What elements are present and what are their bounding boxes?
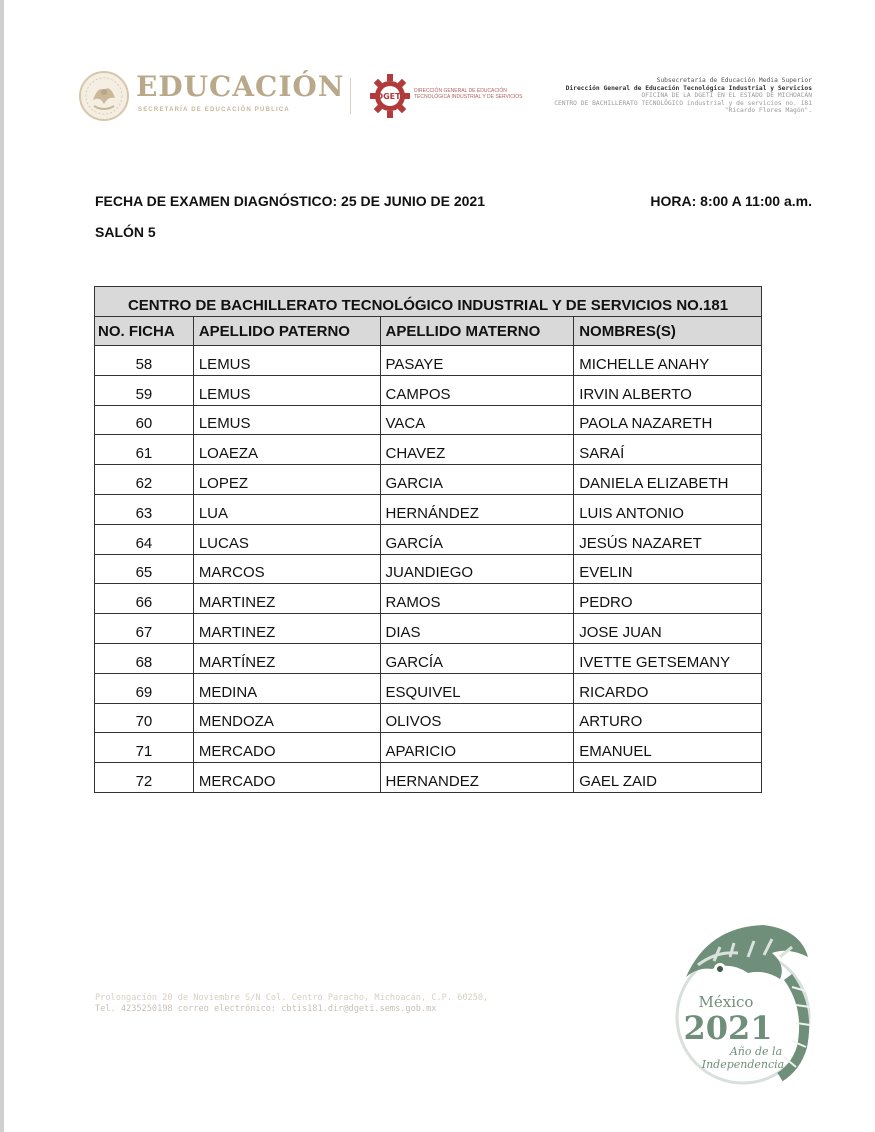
- cell-nombres: IRVIN ALBERTO: [574, 375, 762, 405]
- cell-apellido-paterno: MARTINEZ: [193, 584, 380, 614]
- header-office-info: [554, 77, 812, 115]
- header-line-5: "Ricardo Flores Magón".: [724, 107, 812, 114]
- table-row: [95, 465, 762, 495]
- cell-apellido-materno: ESQUIVEL: [380, 673, 574, 703]
- column-header-row: [95, 317, 762, 346]
- table-row: [95, 614, 762, 644]
- cell-apellido-materno: OLIVOS: [380, 703, 574, 733]
- cell-nombres: ARTURO: [574, 703, 762, 733]
- cell-apellido-paterno: MENDOZA: [193, 703, 380, 733]
- emblem-year: 2021: [683, 1009, 773, 1047]
- table-row: [95, 554, 762, 584]
- school-header-row: [95, 287, 762, 317]
- table-row: [95, 346, 762, 376]
- cell-nombres: LUIS ANTONIO: [574, 494, 762, 524]
- emblem-caption-1: Año de la: [729, 1045, 783, 1058]
- column-header-ficha: NO. FICHA: [95, 317, 194, 346]
- table-row: [95, 435, 762, 465]
- cell-apellido-paterno: LUA: [193, 494, 380, 524]
- cell-nombres: EMANUEL: [574, 733, 762, 763]
- table-row: [95, 584, 762, 614]
- dgeti-text-line1: DIRECCIÓN GENERAL DE EDUCACIÓN: [414, 88, 507, 94]
- header-divider: [350, 78, 351, 114]
- header-line-3: OFICINA DE LA DGETI EN EL ESTADO DE MICHOACÁN: [641, 92, 812, 99]
- cell-apellido-paterno: MERCADO: [193, 733, 380, 763]
- cell-nombres: PAOLA NAZARETH: [574, 405, 762, 435]
- table-row: [95, 494, 762, 524]
- cell-apellido-materno: GARCÍA: [380, 643, 574, 673]
- cell-apellido-materno: CAMPOS: [380, 375, 574, 405]
- cell-nombres: PEDRO: [574, 584, 762, 614]
- cell-ficha: 67: [95, 614, 194, 644]
- cell-ficha: 69: [95, 673, 194, 703]
- cell-apellido-paterno: MARTÍNEZ: [193, 643, 380, 673]
- cell-apellido-paterno: LOPEZ: [193, 465, 380, 495]
- agency-subtitle: SECRETARÍA DE EDUCACIÓN PÚBLICA: [138, 107, 290, 113]
- cell-apellido-materno: GARCIA: [380, 465, 574, 495]
- footer-address-line1: Prolongación 20 de Noviembre S/N Col. Centro Paracho, Michoacán, C.P. 60250,: [95, 993, 489, 1003]
- cell-apellido-paterno: LOAEZA: [193, 435, 380, 465]
- dgeti-gear-icon: [368, 72, 412, 120]
- dgeti-text-line2: TECNOLÓGICA INDUSTRIAL Y DE SERVICIOS: [414, 94, 523, 100]
- cell-apellido-materno: APARICIO: [380, 733, 574, 763]
- footer-address-line2: Tel. 4235250198 correo electrónico: cbtis181.dir@dgeti.sems.gob.mx: [95, 1004, 437, 1014]
- table-row: [95, 405, 762, 435]
- cell-nombres: JESÚS NAZARET: [574, 524, 762, 554]
- page-edge: [0, 0, 4, 1132]
- cell-apellido-materno: RAMOS: [380, 584, 574, 614]
- cell-apellido-paterno: LUCAS: [193, 524, 380, 554]
- cell-ficha: 59: [95, 375, 194, 405]
- table-row: [95, 524, 762, 554]
- cell-nombres: GAEL ZAID: [574, 763, 762, 793]
- exam-hour: HORA: 8:00 A 11:00 a.m.: [650, 193, 812, 209]
- emblem-country: México: [698, 993, 754, 1011]
- cell-apellido-materno: VACA: [380, 405, 574, 435]
- cell-ficha: 62: [95, 465, 194, 495]
- dgeti-monogram: DGETI: [376, 92, 404, 101]
- cell-apellido-paterno: MERCADO: [193, 763, 380, 793]
- header-line-2: Dirección General de Educación Tecnológica Industrial y Servicios: [565, 84, 812, 92]
- column-header-apellido-materno: APELLIDO MATERNO: [380, 317, 574, 346]
- table-row: [95, 703, 762, 733]
- cell-nombres: IVETTE GETSEMANY: [574, 643, 762, 673]
- cell-apellido-paterno: MARTINEZ: [193, 614, 380, 644]
- table-row: [95, 733, 762, 763]
- cell-apellido-paterno: LEMUS: [193, 405, 380, 435]
- exam-date: FECHA DE EXAMEN DIAGNÓSTICO: 25 DE JUNIO DE 2021: [95, 193, 486, 209]
- eagle-seal-icon: [78, 70, 130, 122]
- cell-apellido-paterno: LEMUS: [193, 346, 380, 376]
- cell-nombres: DANIELA ELIZABETH: [574, 465, 762, 495]
- cell-apellido-paterno: LEMUS: [193, 375, 380, 405]
- dgeti-text: [414, 88, 522, 100]
- footer-address: [95, 993, 488, 1015]
- cell-ficha: 68: [95, 643, 194, 673]
- column-header-apellido-paterno: APELLIDO PATERNO: [193, 317, 380, 346]
- emblem-caption-2: Independencia: [701, 1058, 785, 1071]
- student-list-table: [94, 286, 762, 793]
- cell-apellido-materno: JUANDIEGO: [380, 554, 574, 584]
- cell-ficha: 70: [95, 703, 194, 733]
- cell-ficha: 63: [95, 494, 194, 524]
- school-name: CENTRO DE BACHILLERATO TECNOLÓGICO INDUSTRIAL Y DE SERVICIOS NO.181: [95, 287, 762, 317]
- cell-apellido-materno: DIAS: [380, 614, 574, 644]
- cell-apellido-materno: HERNANDEZ: [380, 763, 574, 793]
- table-row: [95, 673, 762, 703]
- cell-ficha: 65: [95, 554, 194, 584]
- cell-apellido-paterno: MARCOS: [193, 554, 380, 584]
- cell-nombres: MICHELLE ANAHY: [574, 346, 762, 376]
- cell-apellido-paterno: MEDINA: [193, 673, 380, 703]
- cell-ficha: 60: [95, 405, 194, 435]
- cell-nombres: EVELIN: [574, 554, 762, 584]
- column-header-nombres: NOMBRES(S): [574, 317, 762, 346]
- table-row: [95, 375, 762, 405]
- sep-logo: [78, 68, 348, 124]
- cell-apellido-materno: GARCÍA: [380, 524, 574, 554]
- cell-apellido-materno: PASAYE: [380, 346, 574, 376]
- header-line-1: Subsecretaría de Educación Media Superior: [656, 77, 812, 84]
- exam-room: SALÓN 5: [95, 224, 156, 240]
- cell-ficha: 66: [95, 584, 194, 614]
- cell-apellido-materno: HERNÁNDEZ: [380, 494, 574, 524]
- cell-apellido-materno: CHAVEZ: [380, 435, 574, 465]
- agency-title: EDUCACIÓN: [136, 70, 345, 103]
- table-row: [95, 763, 762, 793]
- mexico-2021-emblem-icon: [668, 917, 818, 1087]
- header-line-4: CENTRO DE BACHILLERATO TECNOLÓGICO industrial y de servicios no. 181: [554, 99, 812, 107]
- table-row: [95, 643, 762, 673]
- cell-ficha: 71: [95, 733, 194, 763]
- cell-nombres: RICARDO: [574, 673, 762, 703]
- cell-ficha: 72: [95, 763, 194, 793]
- cell-ficha: 64: [95, 524, 194, 554]
- cell-nombres: JOSE JUAN: [574, 614, 762, 644]
- cell-ficha: 61: [95, 435, 194, 465]
- cell-nombres: SARAÍ: [574, 435, 762, 465]
- cell-ficha: 58: [95, 346, 194, 376]
